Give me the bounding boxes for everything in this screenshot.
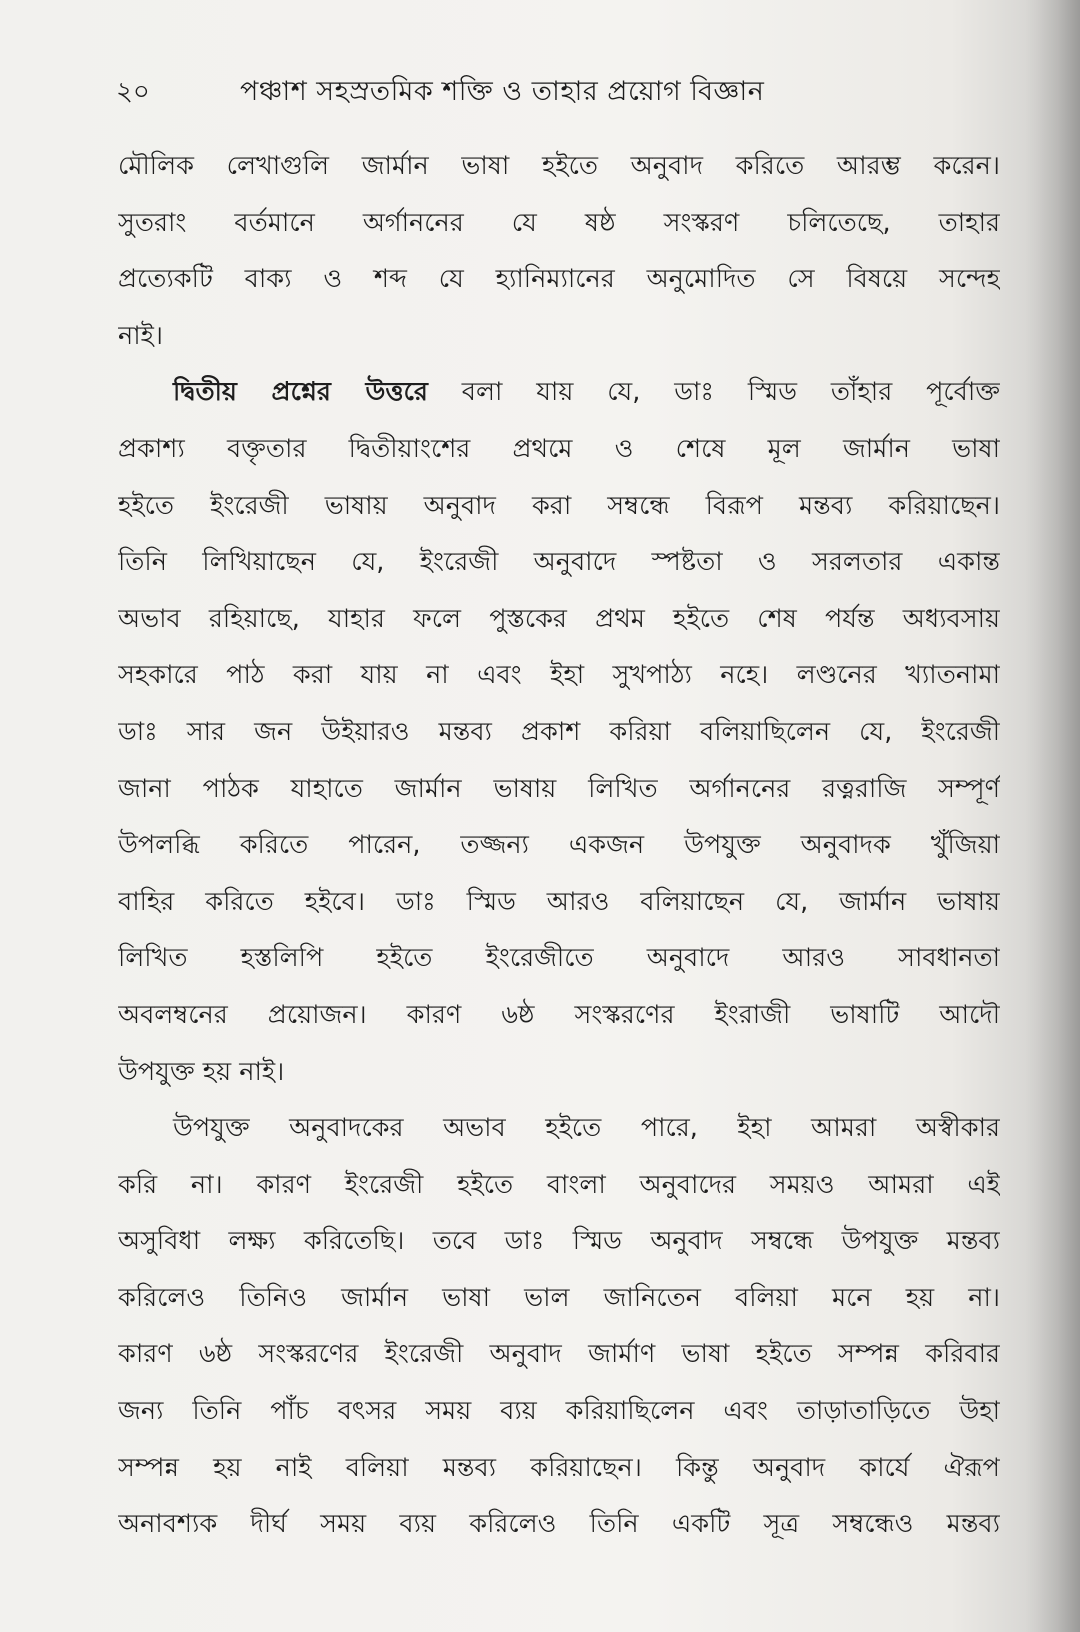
text-line: প্রকাশ্য বক্তৃতার দ্বিতীয়াংশের প্রথমে ও শেষে মূল জার্মান ভাষা — [118, 433, 1000, 464]
text-line: জন্য তিনি পাঁচ বৎসর সময় ব্যয় করিয়াছিলেন এবং তাড়াতাড়িতে উহা — [118, 1396, 1000, 1427]
text-line: বাহির করিতে হইবে। ডাঃ স্মিড আরও বলিয়াছেন যে, জার্মান ভাষায় — [118, 886, 1000, 917]
text-line: সম্পন্ন হয় নাই বলিয়া মন্তব্য করিয়াছেন। কিন্তু অনুবাদ কার্যে ঐরূপ — [118, 1452, 1000, 1483]
text-line-rest: বলা যায় যে, ডাঃ স্মিড তাঁহার পূর্বোক্ত — [461, 377, 1000, 408]
text-line: কারণ ৬ষ্ঠ সংস্করণের ইংরেজী অনুবাদ জার্মাণ ভাষা হইতে সম্পন্ন করিবার — [118, 1339, 1000, 1370]
body-text — [118, 138, 1000, 1553]
text-line: অভাব রহিয়াছে, যাহার ফলে পুস্তকের প্রথম হইতে শেষ পর্যন্ত অধ্যবসায় — [118, 603, 1000, 634]
text-line: অবলম্বনের প্রয়োজন। কারণ ৬ষ্ঠ সংস্করণের ইংরাজী ভাষাটি আদৌ — [118, 999, 1000, 1030]
text-line: উপলব্ধি করিতে পারেন, তজ্জন্য একজন উপযুক্ত অনুবাদক খুঁজিয়া — [118, 830, 1000, 861]
book-title: পঞ্চাশ সহস্রতমিক শক্তি ও তাহার প্রয়োগ বিজ্ঞান — [240, 76, 765, 107]
text-line: হইতে ইংরেজী ভাষায় অনুবাদ করা সম্বন্ধে বিরূপ মন্তব্য করিয়াছেন। — [118, 490, 1000, 521]
binding-shadow — [1025, 0, 1080, 1632]
text-line: সুতরাং বর্তমানে অর্গাননের যে ষষ্ঠ সংস্করণ চলিতেছে, তাহার — [118, 207, 1000, 238]
text-line: নাই। — [118, 320, 163, 351]
text-line: উপযুক্ত হয় নাই। — [118, 1056, 285, 1087]
text-line: প্রত্যেকটি বাক্য ও শব্দ যে হ্যানিম্যানের অনুমোদিত সে বিষয়ে সন্দেহ — [118, 264, 1000, 295]
text-line: করি না। কারণ ইংরেজী হইতে বাংলা অনুবাদের সময়ও আমরা এই — [118, 1169, 1000, 1200]
page-number: ২০ — [116, 77, 150, 107]
text-line: লিখিত হস্তলিপি হইতে ইংরেজীতে অনুবাদে আরও সাবধানতা — [118, 943, 1000, 974]
text-line: ডাঃ সার জন উইয়ারও মন্তব্য প্রকাশ করিয়া বলিয়াছিলেন যে, ইংরেজী — [118, 716, 1000, 747]
text-line: মৌলিক লেখাগুলি জার্মান ভাষা হইতে অনুবাদ করিতে আরম্ভ করেন। — [118, 151, 1000, 181]
paragraph-start-line — [118, 364, 1000, 421]
text-line: অনাবশ্যক দীর্ঘ সময় ব্যয় করিলেও তিনি একটি সূত্র সম্বন্ধেও মন্তব্য — [118, 1509, 1000, 1540]
bold-lead-phrase: দ্বিতীয় প্রশ্নের উত্তরে — [173, 377, 428, 408]
text-line: জানা পাঠক যাহাতে জার্মান ভাষায় লিখিত অর্গাননের রত্নরাজি সম্পূর্ণ — [118, 773, 1000, 804]
text-line: করিলেও তিনিও জার্মান ভাষা ভাল জানিতেন বলিয়া মনে হয় না। — [118, 1282, 1000, 1313]
paragraph-start-line: উপযুক্ত অনুবাদকের অভাব হইতে পারে, ইহা আমরা অস্বীকার — [173, 1113, 1000, 1144]
text-line: তিনি লিখিয়াছেন যে, ইংরেজী অনুবাদে স্পষ্টতা ও সরলতার একান্ত — [118, 547, 1000, 578]
text-line: সহকারে পাঠ করা যায় না এবং ইহা সুখপাঠ্য নহে। লণ্ডনের খ্যাতনামা — [118, 660, 1000, 691]
running-head — [110, 70, 1010, 114]
text-line: অসুবিধা লক্ষ্য করিতেছি। তবে ডাঃ স্মিড অনুবাদ সম্বন্ধে উপযুক্ত মন্তব্য — [118, 1226, 1000, 1257]
